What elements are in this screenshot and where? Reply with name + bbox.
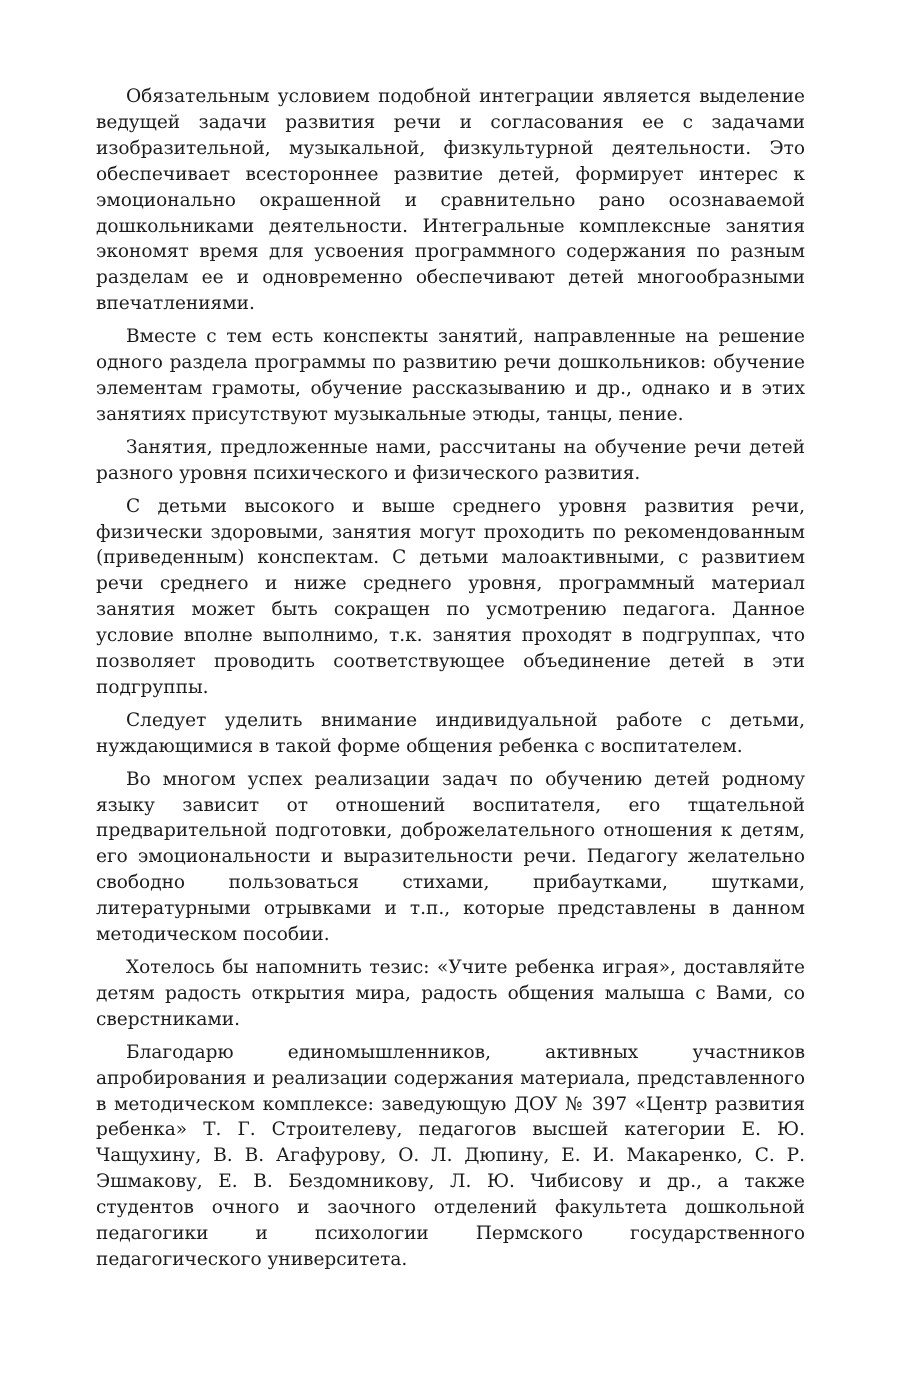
- paragraph-acknowledgements: Благодарю единомышленников, активных участников апробирования и реализации содержания материала, представленного в методическом комплексе: заведующую ДОУ № 397 «Центр развития ребенка» Т. Г. Строителеву, педагогов высшей категории Е. Ю. Чащухину, В. В. Агафурову, О. Л. Дюпину, Е. И. Макаренко, С. Р. Эшмакову, Е. В. Бездомникову, Л. Ю. Чибисову и др., а также студентов очного и заочного отделений факультета дошкольной педагогики и психологии Пермского государственного педагогического университета.: [96, 1041, 805, 1270]
- paragraph-outlines: Вместе с тем есть конспекты занятий, направленные на решение одного раздела программы по развитию речи дошкольников: обучение элементам грамоты, обучение рассказыванию и др., однако и в этих занятиях присутствуют музыкальные этюды, танцы, пение.: [96, 326, 805, 425]
- paragraph-levels: Занятия, предложенные нами, рассчитаны на обучение речи детей разного уровня психического и физического развития.: [96, 436, 805, 484]
- paragraph-individual-work: Следует уделить внимание индивидуальной работе с детьми, нуждающимися в такой форме общения ребенка с воспитателем.: [96, 709, 805, 757]
- paragraph-thesis: Хотелось бы напомнить тезис: «Учите ребенка играя», доставляйте детям радость открытия мира, радость общения малыша с Вами, со сверстниками.: [96, 957, 805, 1030]
- paragraph-educator: Во многом успех реализации задач по обучению детей родному языку зависит от отношений воспитателя, его тщательной предварительной подготовки, доброжелательного отношения к детям, его эмоциональности и выразительности речи. Педагогу желательно свободно пользоваться стихами, прибаутками, шутками, литературными отрывками и т.п., которые представлены в данном методическом пособии.: [96, 768, 805, 946]
- paragraph-integration: Обязательным условием подобной интеграции является выделение ведущей задачи развития речи и согласования ее с задачами изобразительной, музыкальной, физкультурной деятельности. Это обеспечивает всестороннее развитие детей, формирует интерес к эмоционально окрашенной и сравнительно рано осознаваемой дошкольниками деятельности. Интегральные комплексные занятия экономят время для усвоения программного содержания по разным разделам ее и одновременно обеспечивают детей многообразными впечатлениями.: [96, 86, 805, 315]
- document-page: [96, 84, 805, 1280]
- paragraph-groups: С детьми высокого и выше среднего уровня развития речи, физически здоровыми, занятия могут проходить по рекомендованным (приведенным) конспектам. С детьми малоактивными, с развитием речи среднего и ниже среднего уровня, программный материал занятия может быть сокращен по усмотрению педагога. Данное условие вполне выполнимо, т.к. занятия проходят в подгруппах, что позволяет проводить соответствующее объединение детей в эти подгруппы.: [96, 495, 805, 698]
